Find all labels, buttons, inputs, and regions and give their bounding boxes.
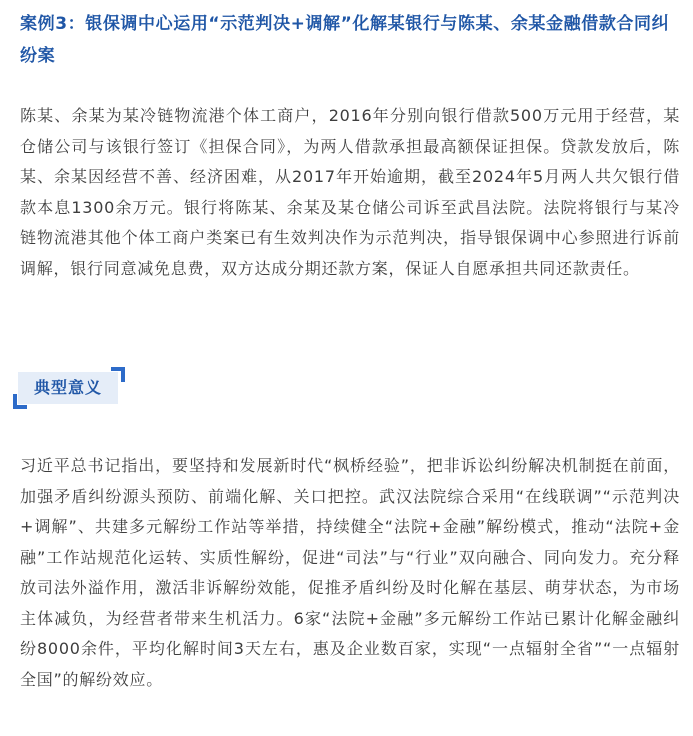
section-heading-badge xyxy=(13,367,125,409)
case-title: 案例3：银保调中心运用“示范判决+调解”化解某银行与陈某、余某金融借款合同纠纷案 xyxy=(20,14,670,66)
significance-paragraph: 习近平总书记指出，要坚持和发展新时代“枫桥经验”，把非诉讼纠纷解决机制挺在前面，加强矛盾纠纷源头预防、前端化解、关口把控。武汉法院综合采用“在线联调”“示范判决+调解”、共建多元解纷工作站等举措，持续健全“法院+金融”解纷模式，推动“法院+金融”工作站规范化运转、实质性解纷，促进“司法”与“行业”双向融合、同向发力。充分释放司法外溢作用，激活非诉解纷效能，促推矛盾纠纷及时化解在基层、萌芽状态，为市场主体减负，为经营者带来生机活力。6家“法院+金融”多元解纷工作站已累计化解金融纠纷8000余件，平均化解时间3天左右，惠及企业数百家，实现“一点辐射全省”“一点辐射全国”的解纷效应。 xyxy=(20,456,680,689)
section-heading-text: 典型意义 xyxy=(33,378,102,397)
case-facts-paragraph: 陈某、余某为某冷链物流港个体工商户，2016年分别向银行借款500万元用于经营，某仓储公司与该银行签订《担保合同》，为两人借款承担最高额保证担保。贷款发放后，陈某、余某因经营不善、经济困难，从2017年开始逾期，截至2024年5月两人共欠银行借款本息1300余万元。银行将陈某、余某及某仓储公司诉至武昌法院。法院将银行与某冷链物流港其他个体工商户类案已有生效判决作为示范判决，指导银保调中心参照进行诉前调解，银行同意减免息费，双方达成分期还款方案，保证人自愿承担共同还款责任。 xyxy=(20,106,680,278)
